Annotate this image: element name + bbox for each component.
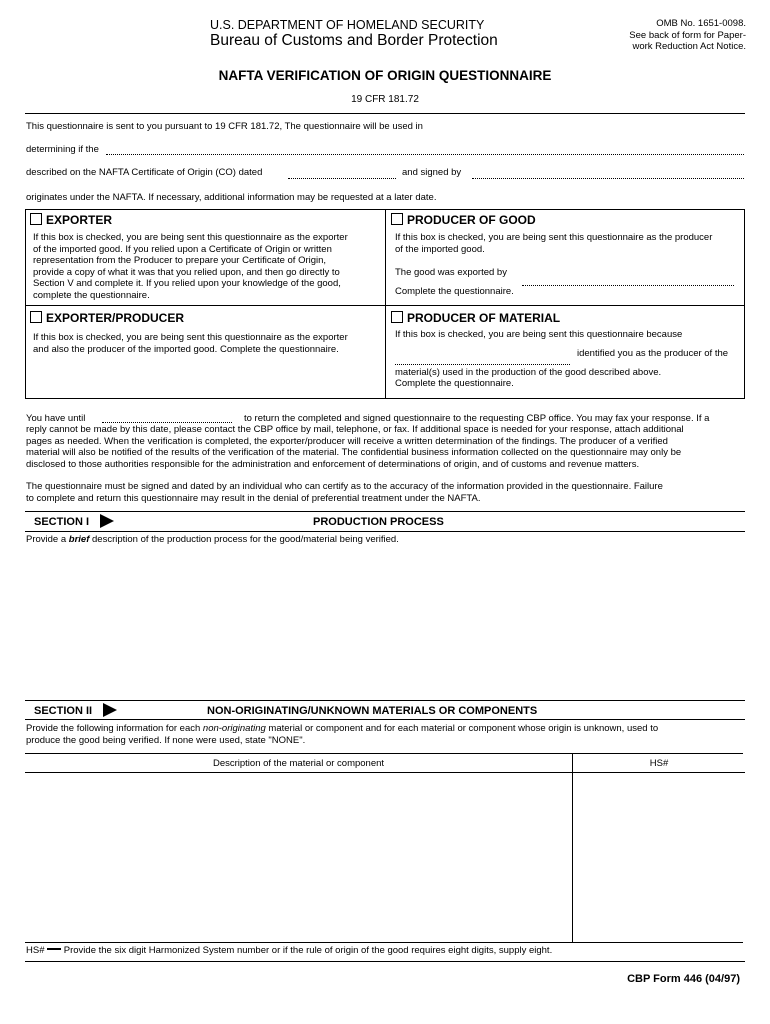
section-divider bbox=[25, 531, 745, 532]
co-date-field[interactable] bbox=[288, 178, 396, 179]
section-divider bbox=[25, 719, 745, 720]
footer-divider bbox=[25, 961, 745, 962]
determining-field[interactable] bbox=[106, 154, 744, 155]
notice-line: material will also be notified of the results of the verification of the material. The confidential business information collected on the questionnaire may only be bbox=[26, 447, 682, 458]
exporter-producer-description bbox=[33, 332, 383, 355]
exporter-description bbox=[33, 232, 383, 301]
notice-paragraph bbox=[26, 424, 746, 470]
arrow-right-icon bbox=[103, 703, 117, 717]
dash-icon bbox=[47, 948, 61, 950]
signed-by-field[interactable] bbox=[472, 178, 744, 179]
production-process-field[interactable] bbox=[26, 548, 744, 696]
response-due-date-field[interactable] bbox=[102, 422, 232, 423]
divider bbox=[25, 113, 745, 114]
producer-material-text: If this box is checked, you are being sent this questionnaire because bbox=[395, 329, 683, 340]
section-1-header bbox=[34, 514, 114, 530]
signed-by-label: and signed by bbox=[402, 167, 462, 178]
section-2-instructions bbox=[26, 723, 658, 746]
hs-footnote bbox=[26, 945, 552, 957]
footnote-text: Provide the six digit Harmonized System number or if the rule of origin of the good requires eight digits, supply eight. bbox=[63, 945, 553, 956]
prompt-text: Provide a bbox=[26, 534, 69, 545]
instruction-line: produce the good being verified. If none were used, state "NONE". bbox=[26, 734, 306, 746]
section-2-header bbox=[34, 703, 117, 719]
agency-name: U.S. DEPARTMENT OF HOMELAND SECURITY bbox=[210, 18, 485, 32]
col-header-hs: HS# bbox=[649, 758, 669, 769]
producer-good-text-line: If this box is checked, you are being sent this questionnaire as the producer bbox=[395, 232, 713, 243]
exporter-text-line: provide a copy of what it was that you relied upon, and then go directly to bbox=[33, 266, 340, 278]
hs-number-cell[interactable] bbox=[574, 774, 744, 940]
producer-material-checkbox[interactable] bbox=[391, 311, 403, 323]
notice-line: pages as needed. When the verification is completed, the exporter/producer will receive a written determination of the findings. The producer of a verified bbox=[26, 435, 668, 447]
exporter-text-line: of the imported good. If you relied upon a Certificate of Origin or written bbox=[33, 243, 332, 255]
exporter-producer-checkbox[interactable] bbox=[30, 311, 42, 323]
form-title: NAFTA VERIFICATION OF ORIGIN QUESTIONNAIRE bbox=[218, 68, 552, 83]
intro-text: This questionnaire is sent to you pursuant to 19 CFR 181.72, The questionnaire will be used in bbox=[26, 121, 423, 132]
section-divider bbox=[25, 511, 745, 512]
exporter-option[interactable] bbox=[30, 213, 112, 227]
producer-good-description bbox=[395, 232, 741, 255]
signature-line: The questionnaire must be signed and dated by an individual who can certify as to the accuracy of the information provided in the questionnaire. Failure bbox=[26, 481, 663, 492]
notice-line: reply cannot be made by this date, please contact the CBP office by mail, telephone, or fax. If additional space is needed for your response, attach additional bbox=[26, 424, 684, 435]
omb-paperwork-line: work Reduction Act Notice. bbox=[632, 41, 746, 52]
producer-material-title: PRODUCER OF MATERIAL bbox=[407, 311, 561, 325]
originates-text: originates under the NAFTA. If necessary, additional information may be requested at a later date. bbox=[26, 192, 437, 203]
grid-divider bbox=[25, 305, 745, 306]
producer-good-checkbox[interactable] bbox=[391, 213, 403, 225]
exporter-checkbox[interactable] bbox=[30, 213, 42, 225]
omb-notice bbox=[576, 18, 746, 53]
cfr-reference: 19 CFR 181.72 bbox=[351, 94, 419, 105]
exporter-text-line: If this box is checked, you are being sent this questionnaire as the exporter bbox=[33, 232, 348, 243]
prompt-emphasis: brief bbox=[68, 534, 90, 545]
you-have-until-label: You have until bbox=[26, 413, 86, 424]
section-1-title: PRODUCTION PROCESS bbox=[313, 516, 444, 528]
signature-line: to complete and return this questionnaire may result in the denial of preferential treatment under the NAFTA. bbox=[26, 492, 481, 504]
material-description-cell[interactable] bbox=[26, 774, 571, 940]
arrow-right-icon bbox=[100, 514, 114, 528]
producer-material-text: material(s) used in the production of the good described above. bbox=[395, 367, 662, 378]
exporter-title: EXPORTER bbox=[46, 213, 113, 227]
producer-material-option[interactable] bbox=[391, 311, 560, 325]
identified-text: identified you as the producer of the bbox=[577, 348, 729, 359]
omb-number: OMB No. 1651-0098. bbox=[656, 18, 746, 29]
exporter-text-line: representation from the Producer to prepare your Certificate of Origin, bbox=[33, 255, 327, 266]
described-label: described on the NAFTA Certificate of Origin (CO) dated bbox=[26, 167, 263, 178]
instruction-text: Provide the following information for each bbox=[26, 723, 203, 734]
exporter-text-line: Section V and complete it. If you relied upon your knowledge of the good, bbox=[33, 278, 341, 289]
return-instruction: to return the completed and signed questionnaire to the requesting CBP office. You may fax your response. If a bbox=[244, 413, 710, 424]
grid-divider bbox=[385, 209, 386, 398]
section-1-prompt bbox=[26, 534, 399, 546]
section-2-title: NON-ORIGINATING/UNKNOWN MATERIALS OR COMPONENTS bbox=[207, 705, 538, 717]
table-column-divider bbox=[572, 753, 573, 942]
bureau-name: Bureau of Customs and Border Protection bbox=[210, 32, 498, 49]
determining-label: determining if the bbox=[26, 144, 99, 155]
exporter-producer-text-line: and also the producer of the imported good. Complete the questionnaire. bbox=[33, 343, 339, 355]
exporter-producer-text-line: If this box is checked, you are being sent this questionnaire as the exporter bbox=[33, 332, 348, 343]
exporter-producer-option[interactable] bbox=[30, 311, 184, 325]
section-divider bbox=[25, 700, 745, 701]
instruction-line bbox=[26, 723, 658, 735]
exporter-producer-title: EXPORTER/PRODUCER bbox=[46, 311, 185, 325]
exported-by-label: The good was exported by bbox=[395, 267, 507, 278]
identifying-party-field[interactable] bbox=[395, 364, 570, 365]
form-number: CBP Form 446 (04/97) bbox=[627, 973, 740, 985]
instruction-emphasis: non-originating bbox=[202, 723, 266, 734]
section-1-label: SECTION I bbox=[34, 516, 90, 528]
table-header-divider bbox=[25, 772, 745, 773]
producer-good-complete: Complete the questionnaire. bbox=[395, 286, 514, 297]
producer-good-title: PRODUCER OF GOOD bbox=[407, 213, 536, 227]
col-header-description: Description of the material or component bbox=[212, 758, 385, 769]
notice-line: disclosed to those authorities responsible for the administration and enforcement of determinations of origin, and of customs and revenue matters. bbox=[26, 458, 640, 470]
signature-requirement bbox=[26, 481, 746, 504]
instruction-text: material or component and for each material or component whose origin is unknown, used to bbox=[265, 723, 659, 734]
producer-good-text-line: of the imported good. bbox=[395, 243, 485, 255]
exporter-text-line: complete the questionnaire. bbox=[33, 289, 150, 301]
footnote-term: HS# bbox=[26, 945, 45, 956]
producer-material-text: Complete the questionnaire. bbox=[395, 378, 514, 389]
omb-paperwork-line: See back of form for Paper- bbox=[629, 29, 746, 41]
producer-good-option[interactable] bbox=[391, 213, 536, 227]
prompt-text: description of the production process for the good/material being verified. bbox=[89, 534, 399, 545]
exported-by-field[interactable] bbox=[522, 285, 734, 286]
section-2-label: SECTION II bbox=[34, 705, 93, 717]
